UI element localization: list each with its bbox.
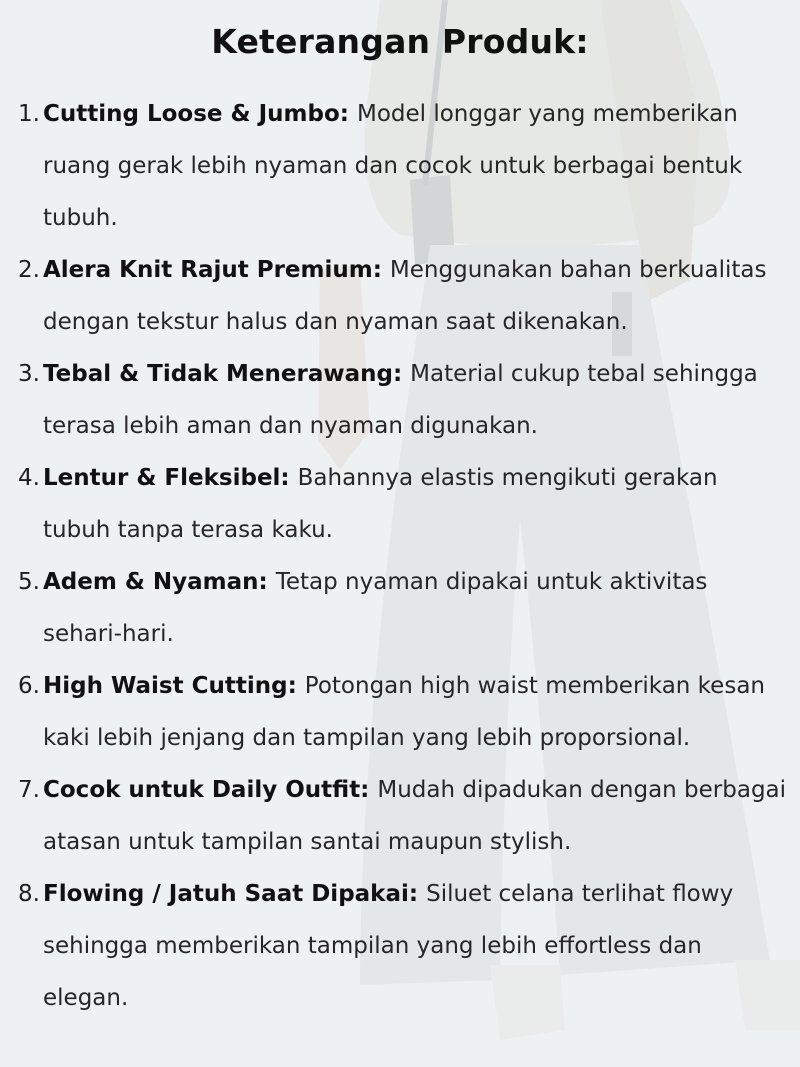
- item-number: 3.: [18, 361, 40, 387]
- item-description: Tetap nyaman dipakai untuk aktivitas sehari-hari.: [43, 569, 708, 647]
- item-number: 4.: [18, 465, 40, 491]
- list-item: [0, 764, 800, 868]
- item-term: Tebal & Tidak Menerawang:: [43, 361, 411, 387]
- item-term: Cutting Loose & Jumbo:: [43, 101, 357, 127]
- item-description: Bahannya elastis mengikuti gerakan tubuh tanpa terasa kaku.: [43, 465, 718, 543]
- item-term: Lentur & Fleksibel:: [43, 465, 298, 491]
- item-number: 1.: [18, 101, 40, 127]
- feature-list: [0, 88, 800, 1024]
- item-term: Cocok untuk Daily Outfit:: [43, 777, 378, 803]
- item-description: Mudah dipadukan dengan berbagai atasan untuk tampilan santai maupun stylish.: [43, 777, 787, 855]
- item-term: Alera Knit Rajut Premium:: [43, 257, 390, 283]
- page-title: Keterangan Produk:: [211, 22, 589, 61]
- list-item: [0, 452, 800, 556]
- item-number: 5.: [18, 569, 40, 595]
- list-item: [0, 244, 800, 348]
- list-item: [0, 660, 800, 764]
- item-term: High Waist Cutting:: [43, 673, 305, 699]
- list-item: [0, 868, 800, 1024]
- item-description: Model longgar yang memberikan ruang gerak lebih nyaman dan cocok untuk berbagai bentuk tubuh.: [43, 101, 743, 231]
- list-item: [0, 88, 800, 244]
- item-description: Siluet celana terlihat flowy sehingga memberikan tampilan yang lebih effortless dan elegan.: [43, 881, 734, 1011]
- item-term: Adem & Nyaman:: [43, 569, 276, 595]
- item-number: 2.: [18, 257, 40, 283]
- item-description: Potongan high waist memberikan kesan kaki lebih jenjang dan tampilan yang lebih proporsional.: [43, 673, 765, 751]
- item-number: 8.: [18, 881, 40, 907]
- list-item: [0, 348, 800, 452]
- item-term: Flowing / Jatuh Saat Dipakai:: [43, 881, 427, 907]
- item-description: Menggunakan bahan berkualitas dengan tekstur halus dan nyaman saat dikenakan.: [43, 257, 767, 335]
- item-number: 7.: [18, 777, 40, 803]
- list-item: [0, 556, 800, 660]
- item-description: Material cukup tebal sehingga terasa lebih aman dan nyaman digunakan.: [43, 361, 758, 439]
- item-number: 6.: [18, 673, 40, 699]
